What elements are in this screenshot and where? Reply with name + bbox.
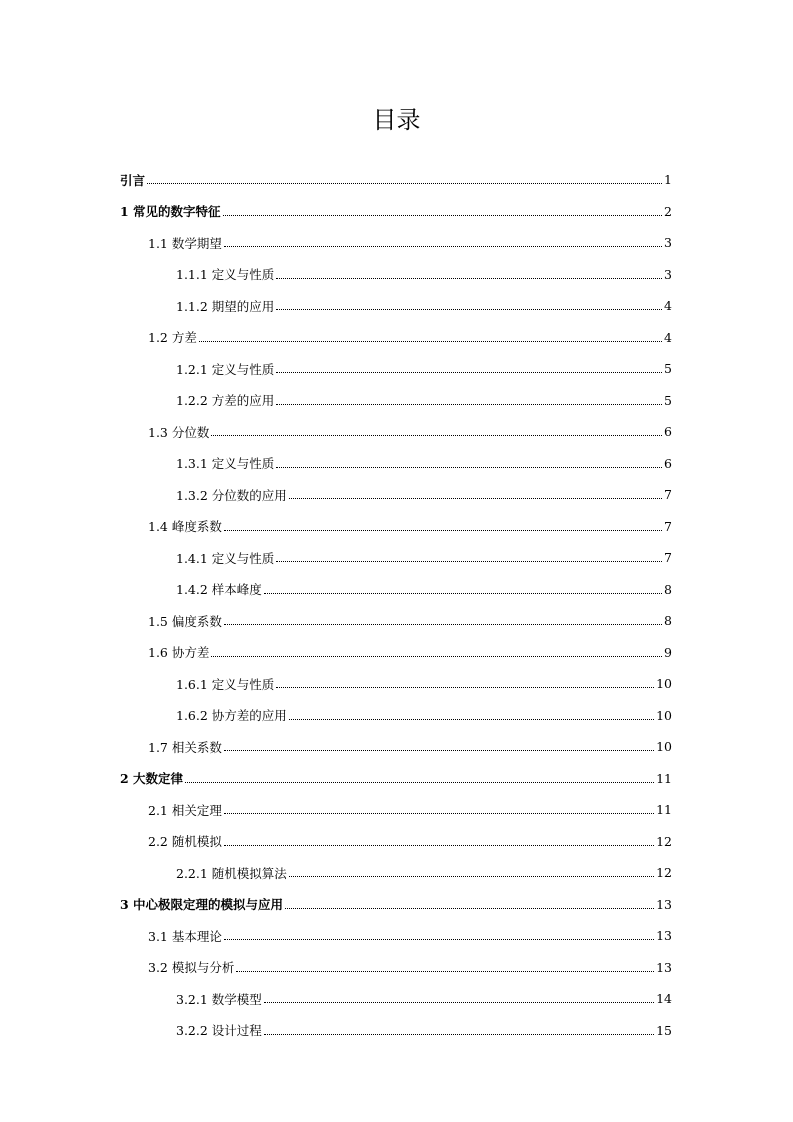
dot-leader bbox=[199, 341, 662, 342]
toc-entry-label: 3.2 模拟与分析 bbox=[148, 960, 235, 976]
toc-entry-page: 14 bbox=[656, 991, 672, 1007]
toc-entry-page: 13 bbox=[656, 928, 672, 944]
toc-entry-page: 13 bbox=[656, 959, 672, 975]
dot-leader bbox=[211, 435, 662, 436]
toc-entry-label: 2.2.1 随机模拟算法 bbox=[176, 865, 287, 881]
toc-entry-label: 1.1 数学期望 bbox=[148, 235, 222, 251]
dot-leader bbox=[276, 309, 662, 310]
dot-leader bbox=[289, 876, 654, 877]
toc-entry[interactable] bbox=[120, 416, 672, 448]
toc-entry[interactable] bbox=[120, 668, 672, 700]
dot-leader bbox=[147, 183, 662, 184]
toc-entry-label: 1.6.2 协方差的应用 bbox=[176, 708, 287, 724]
toc-entry-label: 2.2 随机模拟 bbox=[148, 834, 222, 850]
dot-leader bbox=[224, 813, 654, 814]
toc-entry[interactable] bbox=[120, 1015, 672, 1047]
toc-entry-label: 1.5 偏度系数 bbox=[148, 613, 222, 629]
toc-entry-label: 1.6 协方差 bbox=[148, 645, 210, 661]
toc-entry[interactable] bbox=[120, 889, 672, 921]
toc-entry-label: 1.7 相关系数 bbox=[148, 739, 222, 755]
dot-leader bbox=[289, 719, 654, 720]
toc-entry[interactable] bbox=[120, 920, 672, 952]
toc-entry-label: 1.2 方差 bbox=[148, 330, 197, 346]
toc-entry-page: 15 bbox=[656, 1022, 672, 1038]
dot-leader bbox=[185, 782, 654, 783]
toc-entry-page: 5 bbox=[664, 392, 672, 408]
toc-entry[interactable] bbox=[120, 952, 672, 984]
toc-entry-label: 引言 bbox=[120, 172, 146, 188]
toc-entry-label: 3 中心极限定理的模拟与应用 bbox=[120, 897, 284, 913]
toc-entry-label: 1.6.1 定义与性质 bbox=[176, 676, 275, 692]
toc-entry[interactable] bbox=[120, 259, 672, 291]
toc-entry-page: 7 bbox=[664, 487, 672, 503]
toc-entry-page: 7 bbox=[664, 518, 672, 534]
dot-leader bbox=[276, 278, 662, 279]
toc-entry-page: 11 bbox=[656, 770, 672, 786]
toc-entry-page: 4 bbox=[664, 329, 672, 345]
dot-leader bbox=[264, 1034, 654, 1035]
toc-entry-label: 3.2.1 数学模型 bbox=[176, 991, 262, 1007]
toc-entry-page: 13 bbox=[656, 896, 672, 912]
toc-entry[interactable] bbox=[120, 164, 672, 196]
toc-entry[interactable] bbox=[120, 227, 672, 259]
toc-entry-page: 8 bbox=[664, 613, 672, 629]
toc-entry[interactable] bbox=[120, 983, 672, 1015]
toc-entry-label: 1.4.2 样本峰度 bbox=[176, 582, 262, 598]
dot-leader bbox=[264, 593, 662, 594]
dot-leader bbox=[289, 498, 662, 499]
toc-entry-label: 1.2.2 方差的应用 bbox=[176, 393, 275, 409]
toc-entry-page: 3 bbox=[664, 266, 672, 282]
toc-entry-page: 1 bbox=[664, 172, 672, 188]
toc-entry-page: 8 bbox=[664, 581, 672, 597]
toc-entry-page: 2 bbox=[664, 203, 672, 219]
dot-leader bbox=[211, 656, 662, 657]
toc-entry-label: 1.2.1 定义与性质 bbox=[176, 361, 275, 377]
toc-entry-page: 6 bbox=[664, 455, 672, 471]
dot-leader bbox=[224, 750, 654, 751]
table-of-contents bbox=[120, 164, 672, 1046]
toc-entry[interactable] bbox=[120, 794, 672, 826]
dot-leader bbox=[276, 467, 662, 468]
toc-entry[interactable] bbox=[120, 857, 672, 889]
toc-entry-label: 1.1.2 期望的应用 bbox=[176, 298, 275, 314]
toc-entry[interactable] bbox=[120, 479, 672, 511]
toc-entry-label: 1.3.1 定义与性质 bbox=[176, 456, 275, 472]
toc-entry-label: 2.1 相关定理 bbox=[148, 802, 222, 818]
toc-entry-label: 1.3.2 分位数的应用 bbox=[176, 487, 287, 503]
toc-entry[interactable] bbox=[120, 731, 672, 763]
toc-entry-label: 1.3 分位数 bbox=[148, 424, 210, 440]
toc-entry[interactable] bbox=[120, 290, 672, 322]
toc-title: 目录 bbox=[372, 106, 421, 134]
toc-entry-label: 2 大数定律 bbox=[120, 771, 184, 787]
toc-entry-label: 1.4.1 定义与性质 bbox=[176, 550, 275, 566]
toc-entry[interactable] bbox=[120, 353, 672, 385]
toc-entry[interactable] bbox=[120, 448, 672, 480]
toc-entry-label: 1 常见的数字特征 bbox=[120, 204, 221, 220]
toc-entry-label: 3.1 基本理论 bbox=[148, 928, 222, 944]
toc-entry-page: 7 bbox=[664, 550, 672, 566]
toc-entry[interactable] bbox=[120, 763, 672, 795]
toc-entry-page: 5 bbox=[664, 361, 672, 377]
toc-entry-page: 10 bbox=[656, 707, 672, 723]
toc-entry-label: 3.2.2 设计过程 bbox=[176, 1023, 262, 1039]
dot-leader bbox=[276, 372, 662, 373]
toc-entry[interactable] bbox=[120, 542, 672, 574]
toc-entry[interactable] bbox=[120, 637, 672, 669]
toc-entry-page: 6 bbox=[664, 424, 672, 440]
toc-entry[interactable] bbox=[120, 826, 672, 858]
toc-entry[interactable] bbox=[120, 322, 672, 354]
toc-entry[interactable] bbox=[120, 574, 672, 606]
dot-leader bbox=[223, 215, 662, 216]
toc-entry-page: 4 bbox=[664, 298, 672, 314]
dot-leader bbox=[285, 908, 654, 909]
toc-entry[interactable] bbox=[120, 385, 672, 417]
toc-entry-label: 1.1.1 定义与性质 bbox=[176, 267, 275, 283]
toc-entry-label: 1.4 峰度系数 bbox=[148, 519, 222, 535]
dot-leader bbox=[276, 404, 662, 405]
toc-entry-page: 12 bbox=[656, 865, 672, 881]
dot-leader bbox=[264, 1002, 654, 1003]
dot-leader bbox=[224, 246, 662, 247]
dot-leader bbox=[224, 530, 662, 531]
dot-leader bbox=[276, 687, 654, 688]
dot-leader bbox=[224, 845, 654, 846]
toc-entry[interactable] bbox=[120, 605, 672, 637]
toc-entry[interactable] bbox=[120, 196, 672, 228]
toc-entry[interactable] bbox=[120, 511, 672, 543]
toc-entry-page: 9 bbox=[664, 644, 672, 660]
dot-leader bbox=[276, 561, 662, 562]
dot-leader bbox=[236, 971, 654, 972]
dot-leader bbox=[224, 939, 654, 940]
toc-entry-page: 12 bbox=[656, 833, 672, 849]
toc-entry-page: 10 bbox=[656, 739, 672, 755]
toc-entry-page: 3 bbox=[664, 235, 672, 251]
toc-entry[interactable] bbox=[120, 700, 672, 732]
dot-leader bbox=[224, 624, 662, 625]
toc-entry-page: 10 bbox=[656, 676, 672, 692]
toc-entry-page: 11 bbox=[656, 802, 672, 818]
